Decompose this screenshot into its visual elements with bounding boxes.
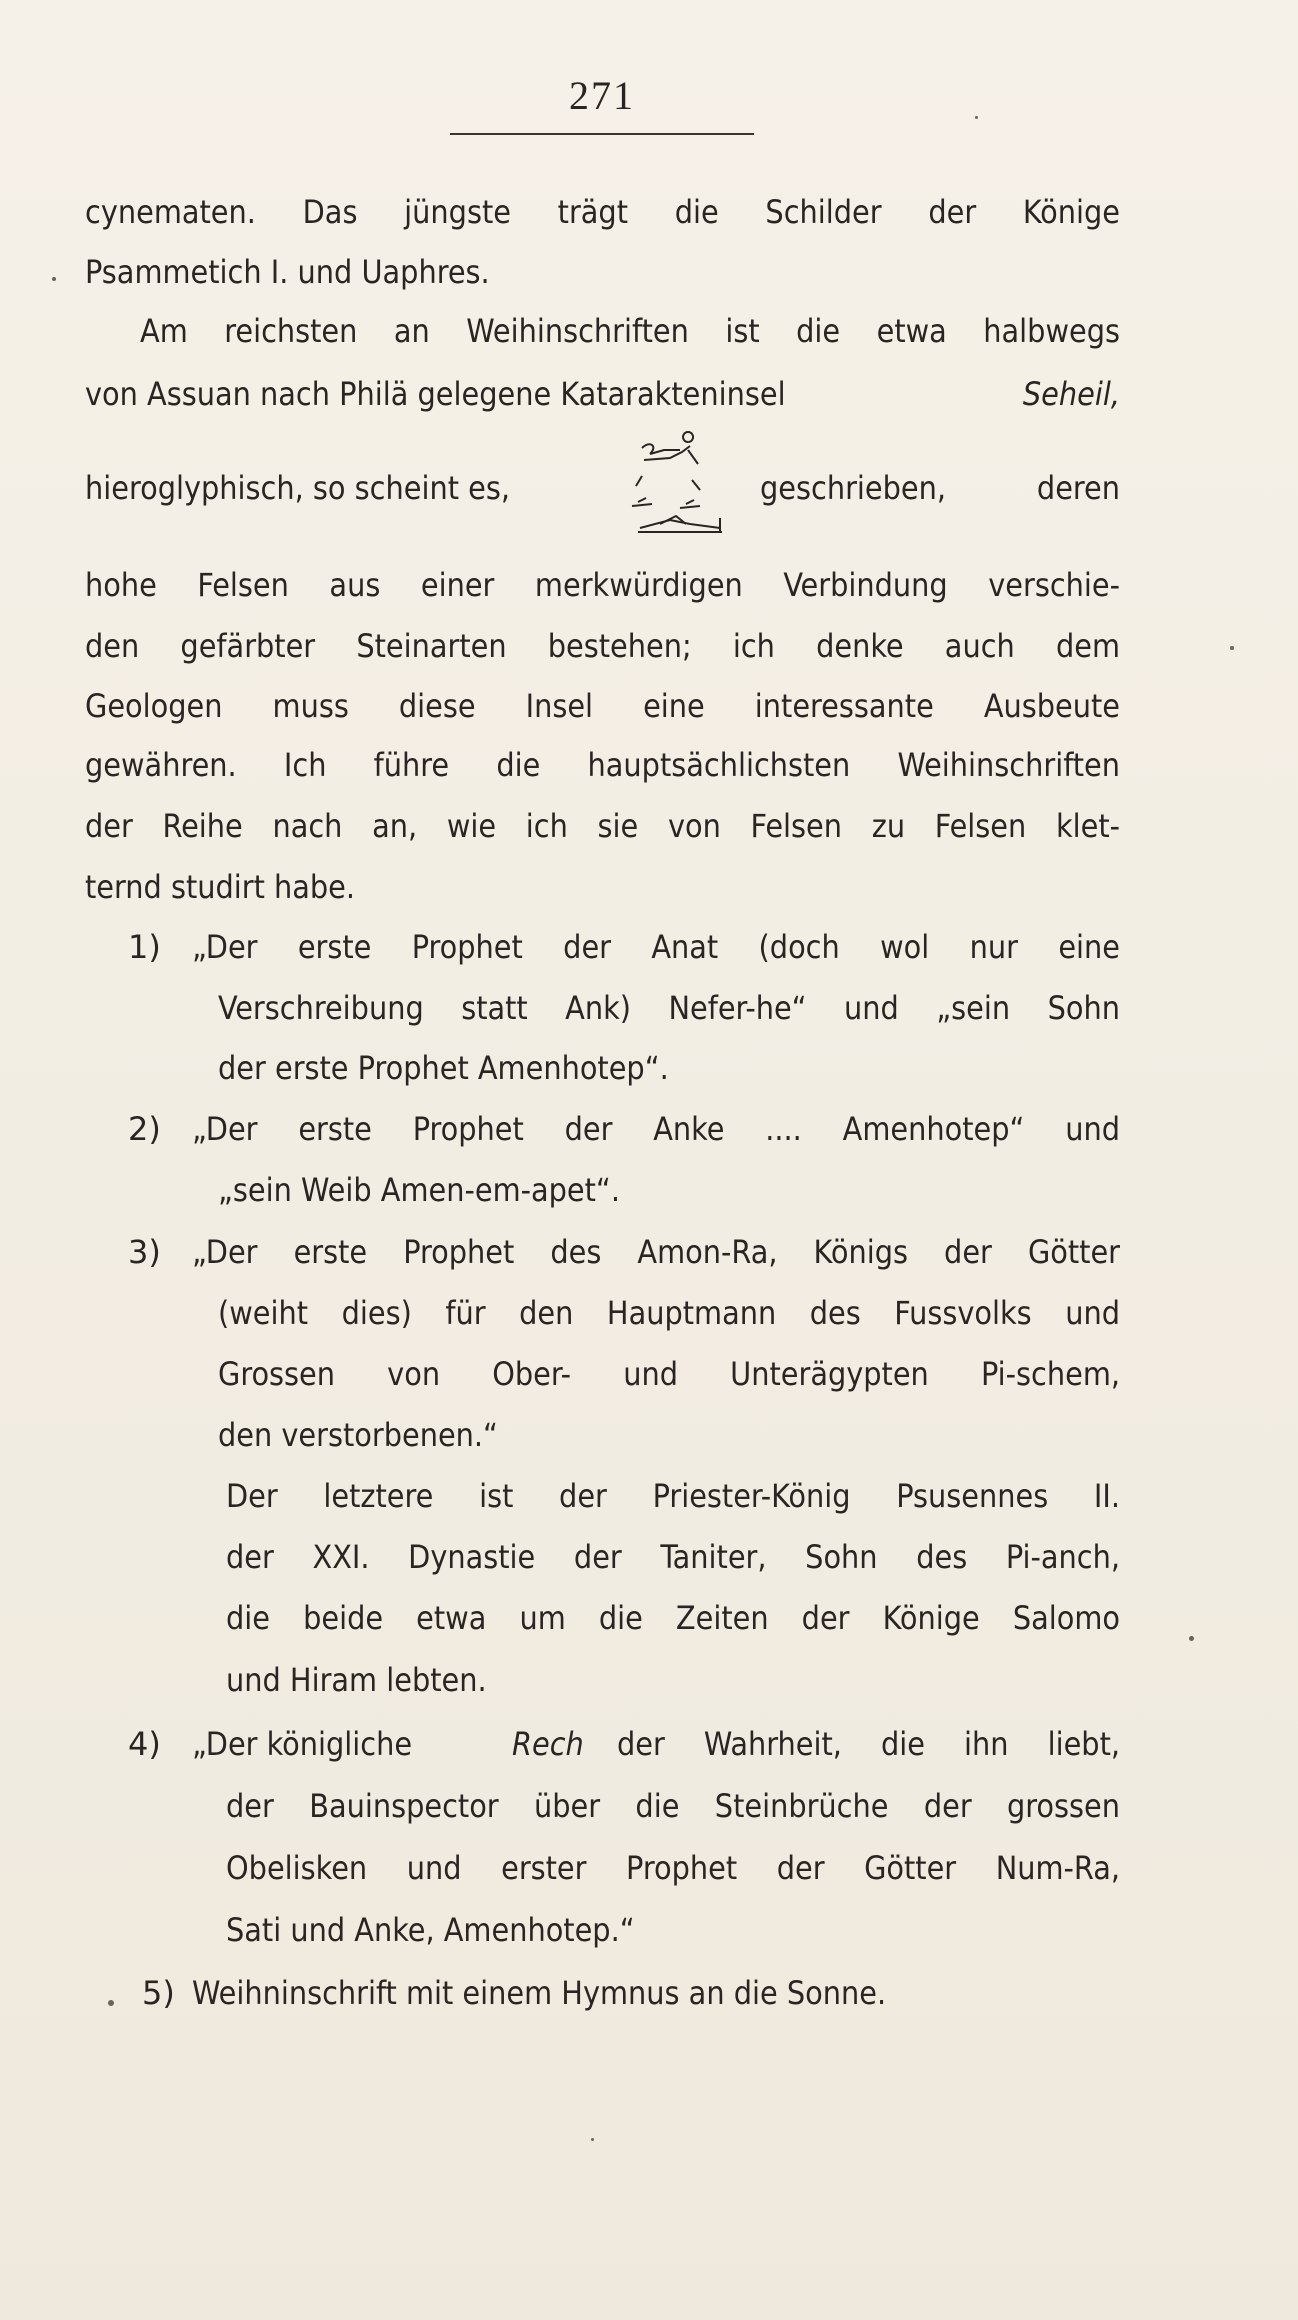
item-line: Der letztere ist der Priester-König Psusennes II. [226, 1477, 1120, 1515]
paper-speck [108, 2000, 114, 2006]
text-line: hohe Felsen aus einer merkwürdigen Verbindung verschie- [85, 566, 1120, 604]
paper-speck [1230, 646, 1234, 650]
item-line: Grossen von Ober- und Unterägypten Pi-schem, [218, 1355, 1120, 1393]
hieroglyph-icon [630, 428, 750, 548]
paper-speck [975, 116, 978, 119]
item-line: der XXI. Dynastie der Taniter, Sohn des Pi-anch, [226, 1538, 1120, 1576]
item-line: die beide etwa um die Zeiten der Könige Salomo [226, 1599, 1120, 1637]
text-line: geschrieben, deren [760, 469, 1120, 507]
text-line: den gefärbter Steinarten bestehen; ich denke auch dem [85, 627, 1120, 665]
text-line [85, 374, 1120, 414]
item-line: und Hiram lebten. [226, 1661, 487, 1699]
text-line: gewähren. Ich führe die hauptsächlichsten Weihinschriften [85, 746, 1120, 784]
text-line: hieroglyphisch, so scheint es, [85, 469, 510, 507]
item-number: 4) [128, 1725, 161, 1763]
text-line: cynematen. Das jüngste trägt die Schilder der Könige [85, 193, 1120, 231]
item-line: „sein Weib Amen-em-apet“. [218, 1171, 620, 1209]
place-name: Seheil, [1022, 375, 1120, 413]
text-line: Am reichsten an Weihinschriften ist die etwa halbwegs [140, 312, 1120, 350]
text-line: Psammetich I. und Uaphres. [85, 253, 490, 291]
paper-speck [591, 2138, 594, 2141]
item-line: Weihninschrift mit einem Hymnus an die Sonne. [192, 1974, 887, 2012]
item-line [192, 1724, 1120, 1764]
item-line: den verstorbenen.“ [218, 1416, 498, 1454]
item-line: „Der erste Prophet des Amon-Ra, Königs der Götter [192, 1233, 1120, 1271]
text-line: der Reihe nach an, wie ich sie von Felsen zu Felsen klet- [85, 807, 1120, 845]
text-fragment: der Wahrheit, die ihn liebt, [617, 1725, 1120, 1763]
item-number: 5) [142, 1974, 175, 2012]
text-fragment: „Der königliche [192, 1725, 413, 1763]
item-line: Verschreibung statt Ank) Nefer-he“ und „sein Sohn [218, 989, 1120, 1027]
item-line: Sati und Anke, Amenhotep.“ [226, 1911, 635, 1949]
item-line: „Der erste Prophet der Anke .... Amenhotep“ und [192, 1110, 1120, 1148]
item-line: Obelisken und erster Prophet der Götter Num-Ra, [226, 1849, 1120, 1887]
item-number: 2) [128, 1110, 161, 1148]
item-line: „Der erste Prophet der Anat (doch wol nur eine [192, 928, 1120, 966]
text-line: ternd studirt habe. [85, 868, 356, 906]
text-fragment: von Assuan nach Philä gelegene Katarakteninsel [85, 375, 786, 413]
item-line: (weiht dies) für den Hauptmann des Fussvolks und [218, 1294, 1120, 1332]
item-number: 1) [128, 928, 161, 966]
paper-speck [52, 277, 56, 281]
item-line: der erste Prophet Amenhotep“. [218, 1049, 669, 1087]
header-rule [450, 133, 754, 135]
text-line: Geologen muss diese Insel eine interessante Ausbeute [85, 687, 1120, 725]
paper-speck [1189, 1636, 1194, 1641]
italic-term: Rech [512, 1725, 584, 1763]
page-number: 271 [569, 73, 635, 118]
item-line: der Bauinspector über die Steinbrüche der grossen [226, 1787, 1120, 1825]
item-number: 3) [128, 1233, 161, 1271]
